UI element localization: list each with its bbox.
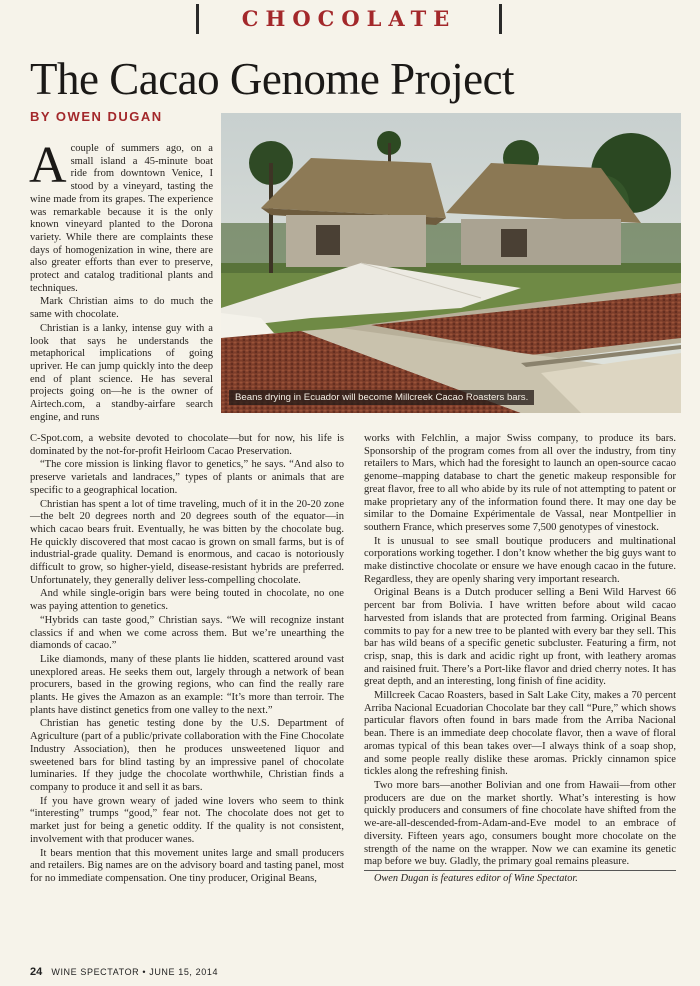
section-label: CHOCOLATE	[241, 6, 457, 31]
paragraph: C-Spot.com, a website devoted to chocolate—but for now, his life is dominated by the not-for-profit Heirloom Cacao Preservation.	[30, 433, 344, 457]
paragraph: Christian is a lanky, intense guy with a look that says he understands the metaphorical implications of going upriver. He can jump quickly into the deep end of plant science. He has several projects going on—he is the owner of Airtech.com, a standby-airfare search engine, and runs	[30, 322, 213, 423]
section-kicker	[196, 4, 502, 34]
paragraph: Two more bars—another Bolivian and one from Hawaii—from other producers are due on the market shortly. What’s interesting is how quickly producers and consumers of fine chocolate have shifted from the we-are-all-descended-from-Adam-and-Eve model to an embrace of diversity. Fifteen years ago, consumers bought more chocolate on the strength of the name on the wrapper. Now we can examine its genetic map before we buy. Gladly, the primary goal remains pleasure.	[364, 779, 676, 868]
page-number: 24	[30, 966, 43, 978]
paragraph: “The core mission is linking flavor to genetics,” he says. “And also to preserve varietals and landraces,” types of plants or animals that are specific to a geographical location.	[30, 459, 344, 496]
lead-text: couple of summers ago, on a small island a 45-minute boat ride from downtown Venice, I stood by a vineyard, tasting the wine made from its grapes. The experience was remarkable because it is the only known vineyard planted to the Dorona variety. While there are complaints these days of homogenization in wine, there are also greater efforts than ever to preserve, protect and catalog traditional plants and techniques.	[30, 143, 213, 294]
paragraph: Christian has spent a lot of time traveling, much of it in the 20-20 zone—the belt 20 degrees north and 20 degrees south of the equator—in which cacao bears fruit. Eventually, he was bitten by the chocolate bug. He quickly discovered that most cacao is grown on small farms, but is of industrial-grade quality. Demand is enormous, and cacao is notoriously difficult to grow, so higher-yield, disease-resistant hybrids are preferred. Unfortunately, they generally deliver less-compelling chocolate.	[30, 498, 344, 586]
paragraph: And while single-origin bars were being touted in chocolate, no one was paying attention to genetics.	[30, 588, 344, 613]
paragraph: Mark Christian aims to do much the same with chocolate.	[30, 296, 213, 321]
drop-cap: A	[29, 137, 67, 194]
article-column-2	[30, 433, 344, 887]
paragraph: works with Felchlin, a major Swiss company, to produce its bars. Sponsorship of the program comes from all over the industry, from tiny retailers to Mars, which had the foresight to launch an open-source cacao genome–mapping database to chart the genetic makeup responsible for great flavor, free to all who abide by its rule of not attempting to patent or make proprietary any of the information found there. It may one day be similar to the Domaine Expérimentale de Vassal, near Montpellier in southern France, which preserves some 7,500 genotypes of vinestock.	[364, 433, 676, 533]
paragraph: “Hybrids can taste good,” Christian says. “We will recognize instant classics if and when we come across them. But we’re unearthing the diamonds of cacao.”	[30, 614, 344, 652]
article-column-3	[364, 433, 676, 887]
author-note: Owen Dugan is features editor of Wine Spectator.	[364, 870, 676, 886]
paragraph: It is unusual to see small boutique producers and multinational corporations working together. I don’t know whether the big guys want to make distinctive chocolate or ensure we have enough cacao in the future. Regardless, they are openly sharing very important research.	[364, 535, 676, 585]
publication-info: WINE SPECTATOR • JUNE 15, 2014	[51, 967, 219, 977]
paragraph: It bears mention that this movement unites large and small producers and retailers. Big names are on the advisory board and tasting panel, most for no immediate compensation. One tiny producer, Original Beans,	[30, 847, 344, 884]
article-photo	[221, 113, 681, 413]
article-column-1	[29, 137, 213, 425]
photo-caption: Beans drying in Ecuador will become Millcreek Cacao Roasters bars.	[229, 390, 534, 405]
paragraph: Christian has genetic testing done by the U.S. Department of Agriculture (part of a public/private collaboration with the Fine Chocolate Industry Association), then he produces unsweetened liquor and sweetened bars for blind tasting by an impressive panel of chocolate luminaries. If they judge the chocolate worthwhile, Christian finds a company to produce it and sell it as bars.	[30, 718, 344, 793]
paragraph: Like diamonds, many of these plants lie hidden, scattered around vast unexplored areas. He seeks them out, largely through a network of bean procurers, based in the growing regions, who can find the really rare plants. He gives the Amazon as an example: “It’s more than terroir. The plants have distinct genetics from one valley to the next.”	[30, 653, 344, 716]
paragraph: Original Beans is a Dutch producer selling a Beni Wild Harvest 66 percent bar from Bolivia. I have written before about wild cacao harvested from islands that are protected from farming. Original Beans commits to pay for a new tree to be planted with every bar they sell. This bar has wild beans of a specific genetic subcluster. Featuring a firm, not crisp, snap, this is dark and acidic right up front, with leathery aromas and raisined fruit. There’s a Port-like flavor and dried cherry notes. It has great depth, and an interesting, long finish of fine acidity.	[364, 587, 676, 688]
paragraph: Millcreek Cacao Roasters, based in Salt Lake City, makes a 70 percent Arriba Nacional Ecuadorian Chocolate bar they call “Pure,” which shows particular flavors often found in bars made from the Arriba Nacional bean. There is an immediate deep chocolate flavor, then a wave of floral aromas typical of this bean takes over—I always think of a soap shop, and some people really dislike these aromas. Prickly cinnamon spice tickles along the refreshing finish.	[364, 690, 676, 778]
paragraph: If you have grown weary of jaded wine lovers who seem to think “interesting” trumps “good,” fear not. The chocolate does not get to market just for being a genetic oddity. If the quality is not consistent, involvement with that producer wanes.	[30, 795, 344, 845]
cacao-drying-photo	[221, 113, 681, 413]
lead-paragraph	[29, 137, 213, 295]
page-footer	[30, 966, 218, 978]
byline: BY OWEN DUGAN	[30, 109, 163, 124]
article-title: The Cacao Genome Project	[30, 54, 515, 104]
